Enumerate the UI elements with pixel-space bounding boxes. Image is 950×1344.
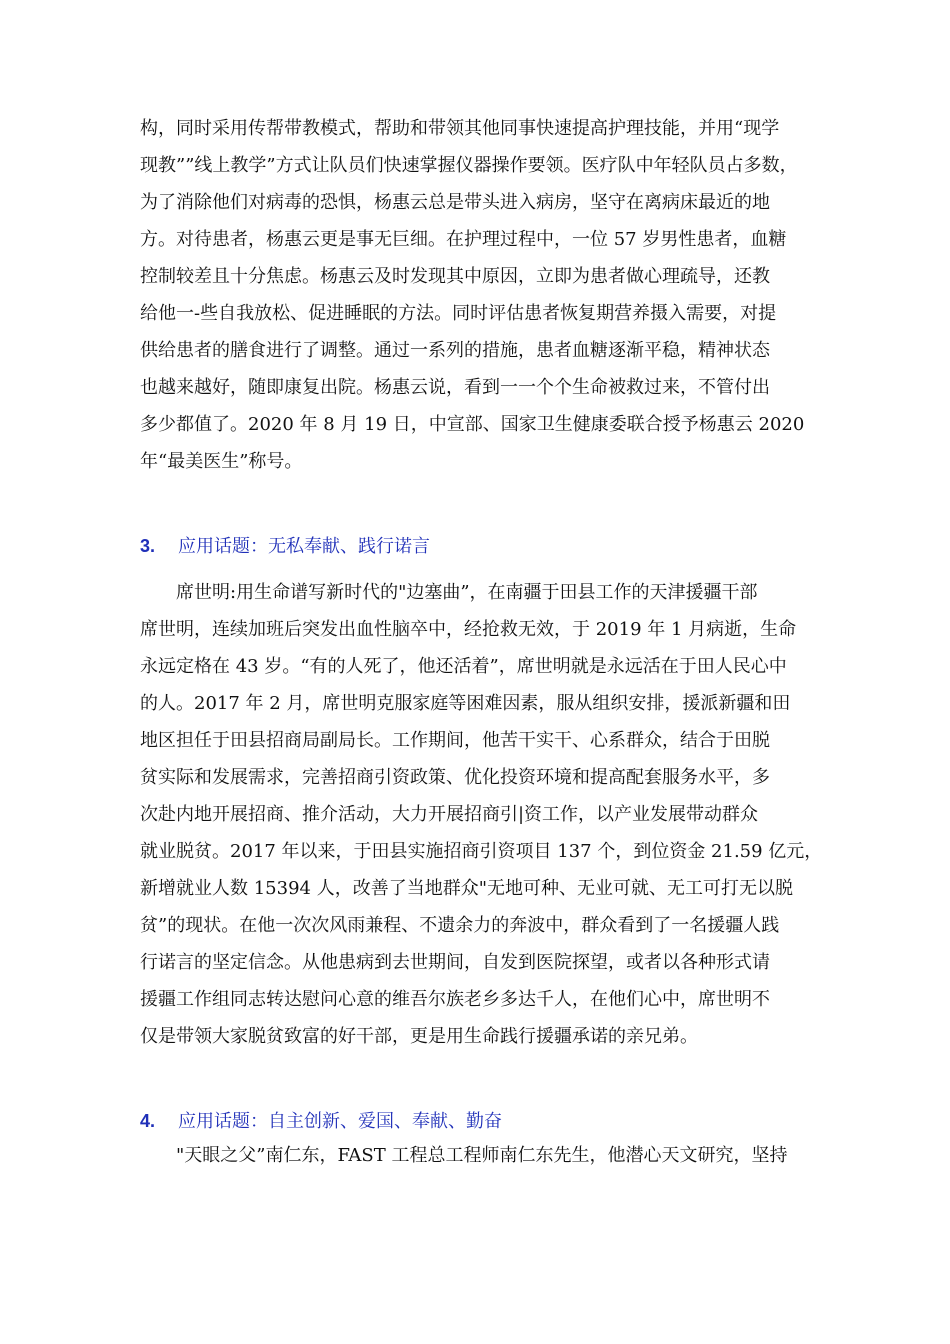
section-heading [140, 534, 430, 559]
paragraph-line: 也越来越好，随即康复出院。杨惠云说，看到一一个个生命被救过来，不管付出 [140, 377, 770, 398]
paragraph-line: 贫”的现状。在他一次次风雨兼程、不遗余力的奔波中，群众看到了一名援疆人践 [140, 915, 780, 936]
section-number: 4. [140, 1111, 156, 1131]
paragraph-line: 构，同时采用传帮带教模式，帮助和带领其他同事快速提高护理技能，并用“现学 [140, 118, 780, 139]
paragraph-line: 次赴内地开展招商、推介活动，大力开展招商引|资工作，以产业发展带动群众 [140, 804, 759, 825]
paragraph-line: "天眼之父”南仁东，FAST 工程总工程师南仁东先生，他潜心天文研究，坚持 [176, 1145, 788, 1166]
paragraph-line: 席世明:用生命谱写新时代的"边塞曲”，在南疆于田县工作的天津援疆干部 [176, 582, 758, 603]
paragraph-line: 席世明，连续加班后突发出血性脑卒中，经抢救无效，于 2019 年 1 月病逝，生命 [140, 619, 797, 640]
paragraph-line: 为了消除他们对病毒的恐惧，杨惠云总是带头进入病房，坚守在离病床最近的地 [140, 192, 770, 213]
paragraph-line: 援疆工作组同志转达慰问心意的维吾尔族老乡多达千人，在他们心中，席世明不 [140, 989, 770, 1010]
paragraph-line: 现教””线上教学”方式让队员们快速掌握仪器操作要领。医疗队中年轻队员占多数， [140, 155, 798, 176]
paragraph-line: 新增就业人数 15394 人，改善了当地群众"无地可种、无业可就、无工可打无以脱 [140, 878, 793, 899]
paragraph-line: 多少都值了。2020 年 8 月 19 日，中宣部、国家卫生健康委联合授予杨惠云 2020 [140, 414, 805, 435]
paragraph-line: 给他一-些自我放松、促进睡眠的方法。同时评估患者恢复期营养摄入需要，对提 [140, 303, 777, 324]
section-number: 3. [140, 536, 156, 556]
paragraph-line: 就业脱贫。2017 年以来，于田县实施招商引资项目 137 个，到位资金 21.59 亿元， [140, 841, 823, 862]
paragraph-line: 控制较差且十分焦虑。杨惠云及时发现其中原因，立即为患者做心理疏导，还教 [140, 266, 770, 287]
paragraph-line: 供给患者的膳食进行了调整。通过一系列的措施，患者血糖逐渐平稳，精神状态 [140, 340, 770, 361]
paragraph-line: 的人。2017 年 2 月，席世明克服家庭等困难因素，服从组织安排，援派新疆和田 [140, 693, 791, 714]
paragraph-line: 方。对待患者，杨惠云更是事无巨细。在护理过程中，一位 57 岁男性患者，血糖 [140, 229, 787, 250]
section-title: 应用话题：自主创新、爱国、奉献、勤奋 [178, 1111, 502, 1132]
paragraph-line: 年“最美医生”称号。 [140, 451, 303, 472]
paragraph-line: 地区担任于田县招商局副局长。工作期间，他苦干实干、心系群众，结合于田脱 [140, 730, 770, 751]
paragraph-line: 行诺言的坚定信念。从他患病到去世期间，自发到医院探望，或者以各种形式请 [140, 952, 770, 973]
section-heading [140, 1109, 502, 1134]
section-title: 应用话题：无私奉献、践行诺言 [178, 536, 430, 557]
paragraph-line: 永远定格在 43 岁。“有的人死了，他还活着”，席世明就是永远活在于田人民心中 [140, 656, 787, 677]
paragraph-line: 贫实际和发展需求，完善招商引资政策、优化投资环境和提高配套服务水平，多 [140, 767, 770, 788]
paragraph-line: 仅是带领大家脱贫致富的好干部，更是用生命践行援疆承诺的亲兄弟。 [140, 1026, 698, 1047]
